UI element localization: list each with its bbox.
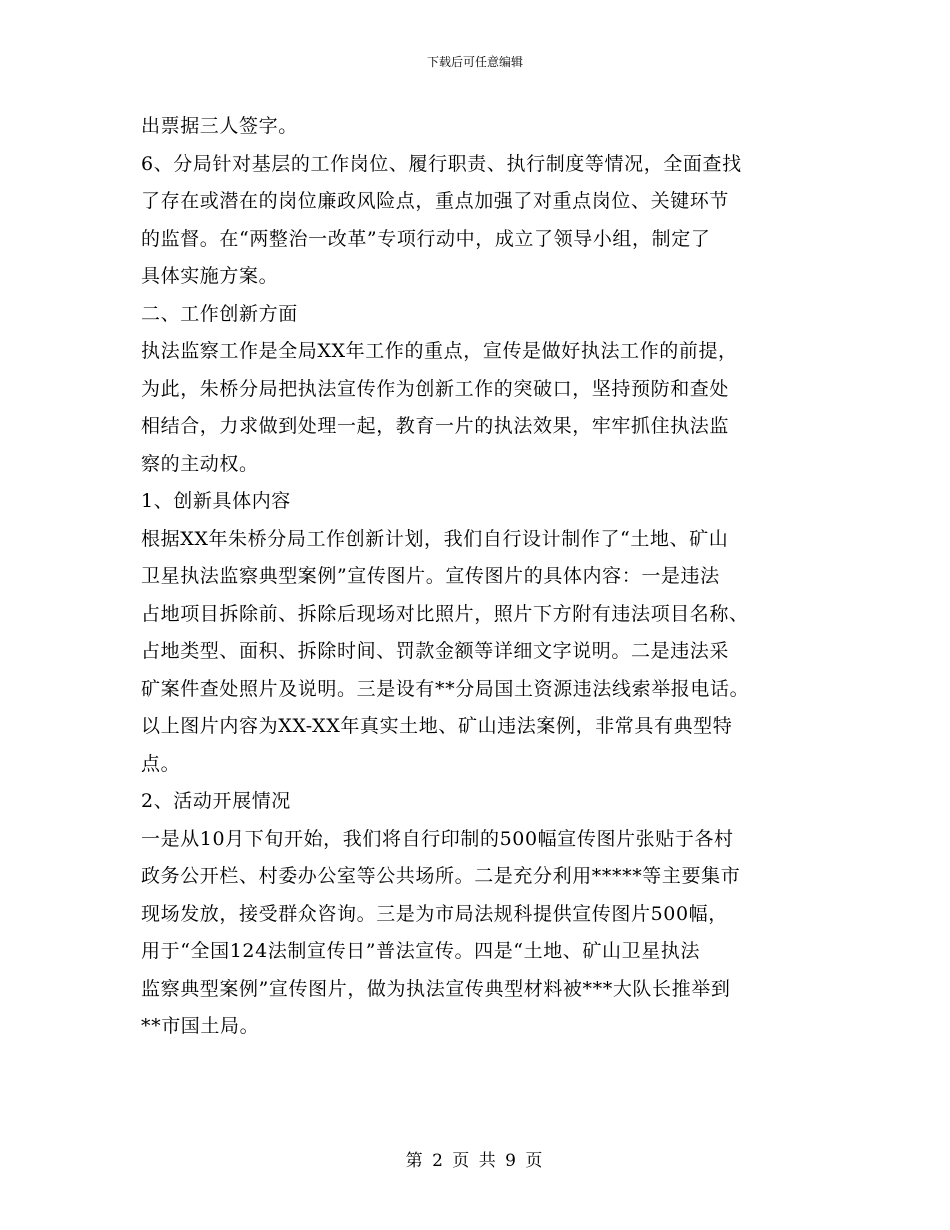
document-body [141,108,809,1046]
page-header-note: 下载后可任意编辑 [426,55,523,69]
text-line: 6、分局针对基层的工作岗位、履行职责、执行制度等情况，全面查找 [141,152,742,175]
subsection-heading: 1、创新具体内容 [141,490,291,512]
text-line: 占地项目拆除前、拆除后现场对比照片，照片下方附有违法项目名称、 [141,602,749,625]
text-line: 以上图片内容为XX-XX年真实土地、矿山违法案例，非常具有典型特 [141,715,733,737]
text-line: 的监督。在“两整治一改革”专项行动中，成立了领导小组，制定了 [141,227,711,250]
text-line: 察的主动权。 [141,452,259,475]
text-line: 点。 [141,752,181,775]
text-line: 用于“全国124法制宣传日”普法宣传。四是“土地、矿山卫星执法 [141,940,701,962]
text-line: 了存在或潜在的岗位廉政风险点，重点加强了对重点岗位、关键环节 [141,190,730,212]
text-line: 矿案件查处照片及说明。三是设有**分局国土资源违法线索举报电话。 [141,677,750,700]
text-line: 政务公开栏、村委办公室等公共场所。二是充分利用*****等主要集市 [141,865,741,887]
text-line: 一是从10月下旬开始，我们将自行印制的500幅宣传图片张贴于各村 [141,827,734,850]
text-line: 占地类型、面积、拆除时间、罚款金额等详细文字说明。二是违法采 [141,640,730,662]
text-line: 执法监察工作是全局XX年工作的重点，宣传是做好执法工作的前提， [141,340,738,362]
text-line: 现场发放，接受群众咨询。三是为市局法规科提供宣传图片500幅， [141,902,728,925]
text-line: 相结合，力求做到处理一起，教育一片的执法效果，牢牢抓住执法监 [141,415,730,437]
text-line: 出票据三人签字。 [141,115,298,137]
text-line: 具体实施方案。 [141,265,279,287]
subsection-heading: 2、活动开展情况 [141,790,291,812]
text-line: 卫星执法监察典型案例”宣传图片。宣传图片的具体内容：一是违法 [141,565,720,587]
text-line: 根据XX年朱桥分局工作创新计划，我们自行设计制作了“土地、矿山 [141,527,729,550]
text-line: 监察典型案例”宣传图片，做为执法宣传典型材料被***大队长推举到 [141,977,731,1000]
text-line: 为此，朱桥分局把执法宣传作为创新工作的突破口，坚持预防和查处 [141,377,730,400]
text-line: **市国土局。 [141,1015,260,1037]
page-number: 第 2 页 共 9 页 [405,1151,545,1171]
section-heading: 二、工作创新方面 [141,302,298,325]
